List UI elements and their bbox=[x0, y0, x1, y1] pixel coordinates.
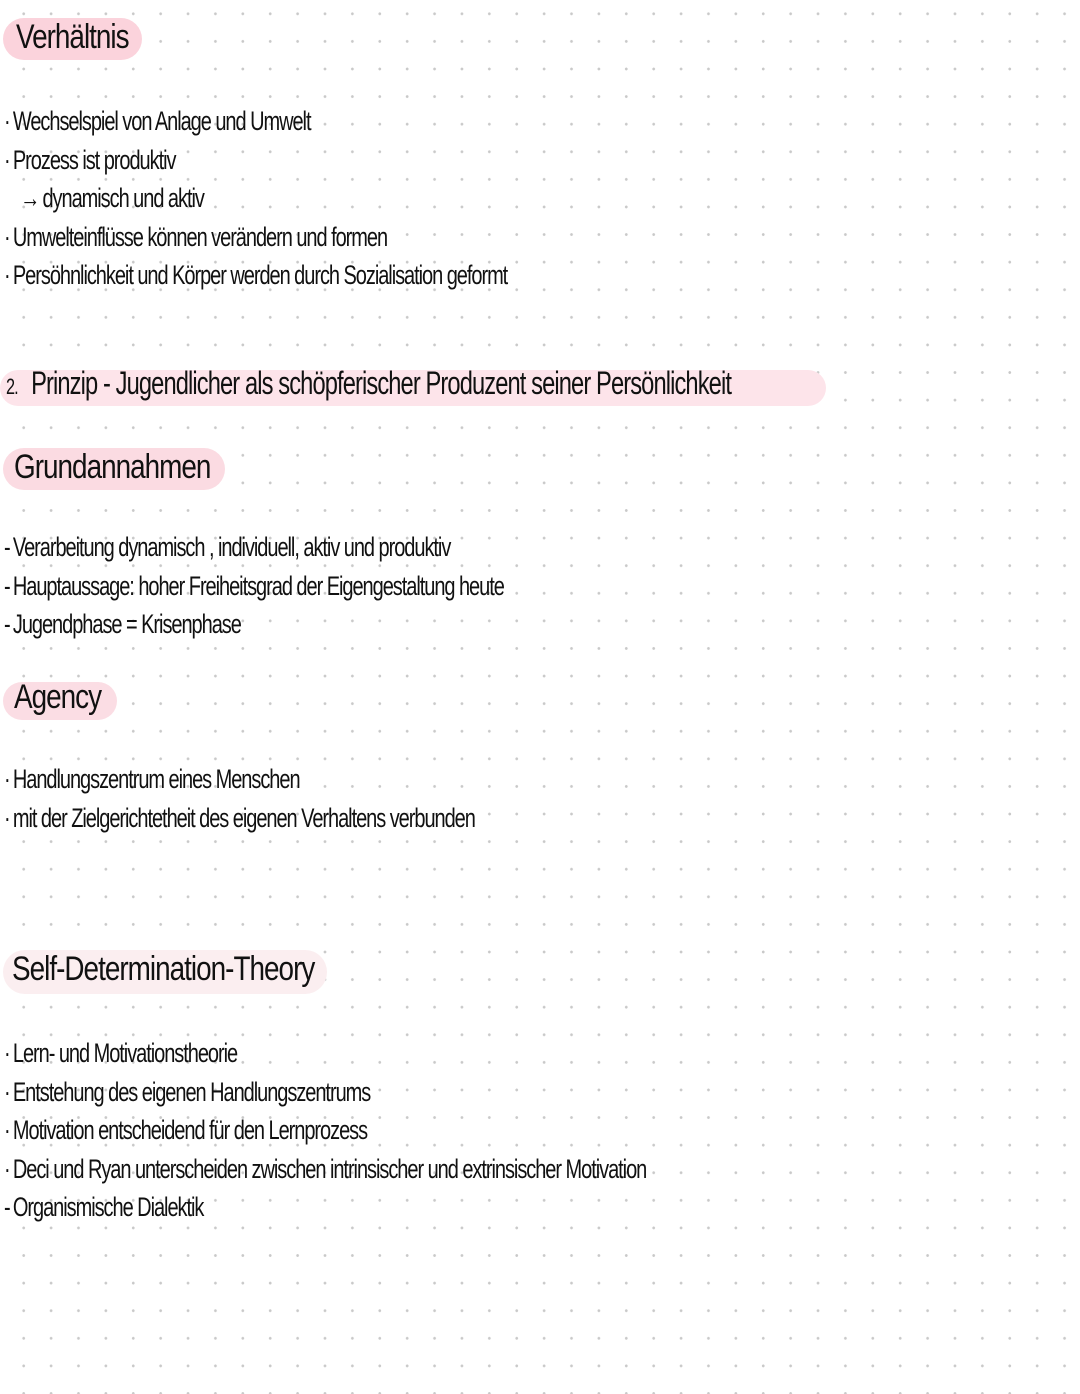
bullet-dot-icon: · bbox=[4, 106, 10, 136]
bullet-dot-icon: · bbox=[4, 764, 10, 794]
heading-sdt: Self-Determination-Theory bbox=[12, 950, 315, 988]
heading-agency: Agency bbox=[14, 678, 102, 716]
bullet-dot-icon: · bbox=[4, 1115, 10, 1145]
bullet-dash-icon: - bbox=[4, 1192, 10, 1222]
bullet-dot-icon: · bbox=[4, 1076, 10, 1107]
list-verhaeltnis bbox=[4, 102, 684, 295]
list-item: · Umwelteinflüsse können verändern und formen bbox=[4, 218, 507, 257]
list-item: · Persöhnlichkeit und Körper werden durch Sozialisation geformt bbox=[4, 256, 507, 295]
list-item: · Wechselspiel von Anlage und Umwelt bbox=[4, 102, 507, 141]
list-grundannahmen bbox=[4, 528, 679, 644]
list-item: · Motivation entscheidend für den Lernprozess bbox=[4, 1111, 646, 1150]
arrow-right-icon: → bbox=[20, 183, 40, 213]
list-item: - Jugendphase = Krisenphase bbox=[4, 605, 504, 644]
bullet-dot-icon: · bbox=[4, 802, 10, 833]
bullet-dot-icon: · bbox=[4, 260, 10, 290]
list-agency bbox=[4, 760, 640, 837]
bullet-dot-icon: · bbox=[4, 1038, 10, 1068]
bullet-dash-icon: - bbox=[4, 609, 10, 639]
bullet-dot-icon: · bbox=[4, 144, 10, 175]
list-item: · Prozess ist produktiv bbox=[4, 141, 507, 180]
list-item-sub: → dynamisch und aktiv bbox=[4, 179, 507, 218]
list-item: · Entstehung des eigenen Handlungszentrums bbox=[4, 1073, 646, 1112]
list-item: - Organismische Dialektik bbox=[4, 1188, 646, 1227]
heading-principle bbox=[6, 365, 731, 402]
bullet-dot-icon: · bbox=[4, 221, 10, 252]
list-item: - Hauptaussage: hoher Freiheitsgrad der Eigengestaltung heute bbox=[4, 567, 504, 606]
list-item: · Deci und Ryan unterscheiden zwischen intrinsischer und extrinsischer Motivation bbox=[4, 1150, 646, 1189]
list-item: - Verarbeitung dynamisch , individuell, aktiv und produktiv bbox=[4, 528, 504, 567]
heading-verhaeltnis: Verhältnis bbox=[16, 18, 129, 56]
heading-grundannahmen: Grundannahmen bbox=[14, 448, 211, 486]
list-item: · Handlungszentrum eines Menschen bbox=[4, 760, 475, 799]
bullet-dash-icon: - bbox=[4, 570, 10, 601]
list-sdt bbox=[4, 1034, 872, 1227]
bullet-dot-icon: · bbox=[4, 1153, 10, 1184]
bullet-dash-icon: - bbox=[4, 532, 10, 562]
list-item: · Lern- und Motivationstheorie bbox=[4, 1034, 646, 1073]
principle-title: Prinzip - Jugendlicher als schöpferischer Produzent seiner Persönlichkeit bbox=[31, 365, 732, 401]
list-item: · mit der Zielgerichtetheit des eigenen Verhaltens verbunden bbox=[4, 799, 475, 838]
principle-number: 2. bbox=[6, 374, 18, 399]
